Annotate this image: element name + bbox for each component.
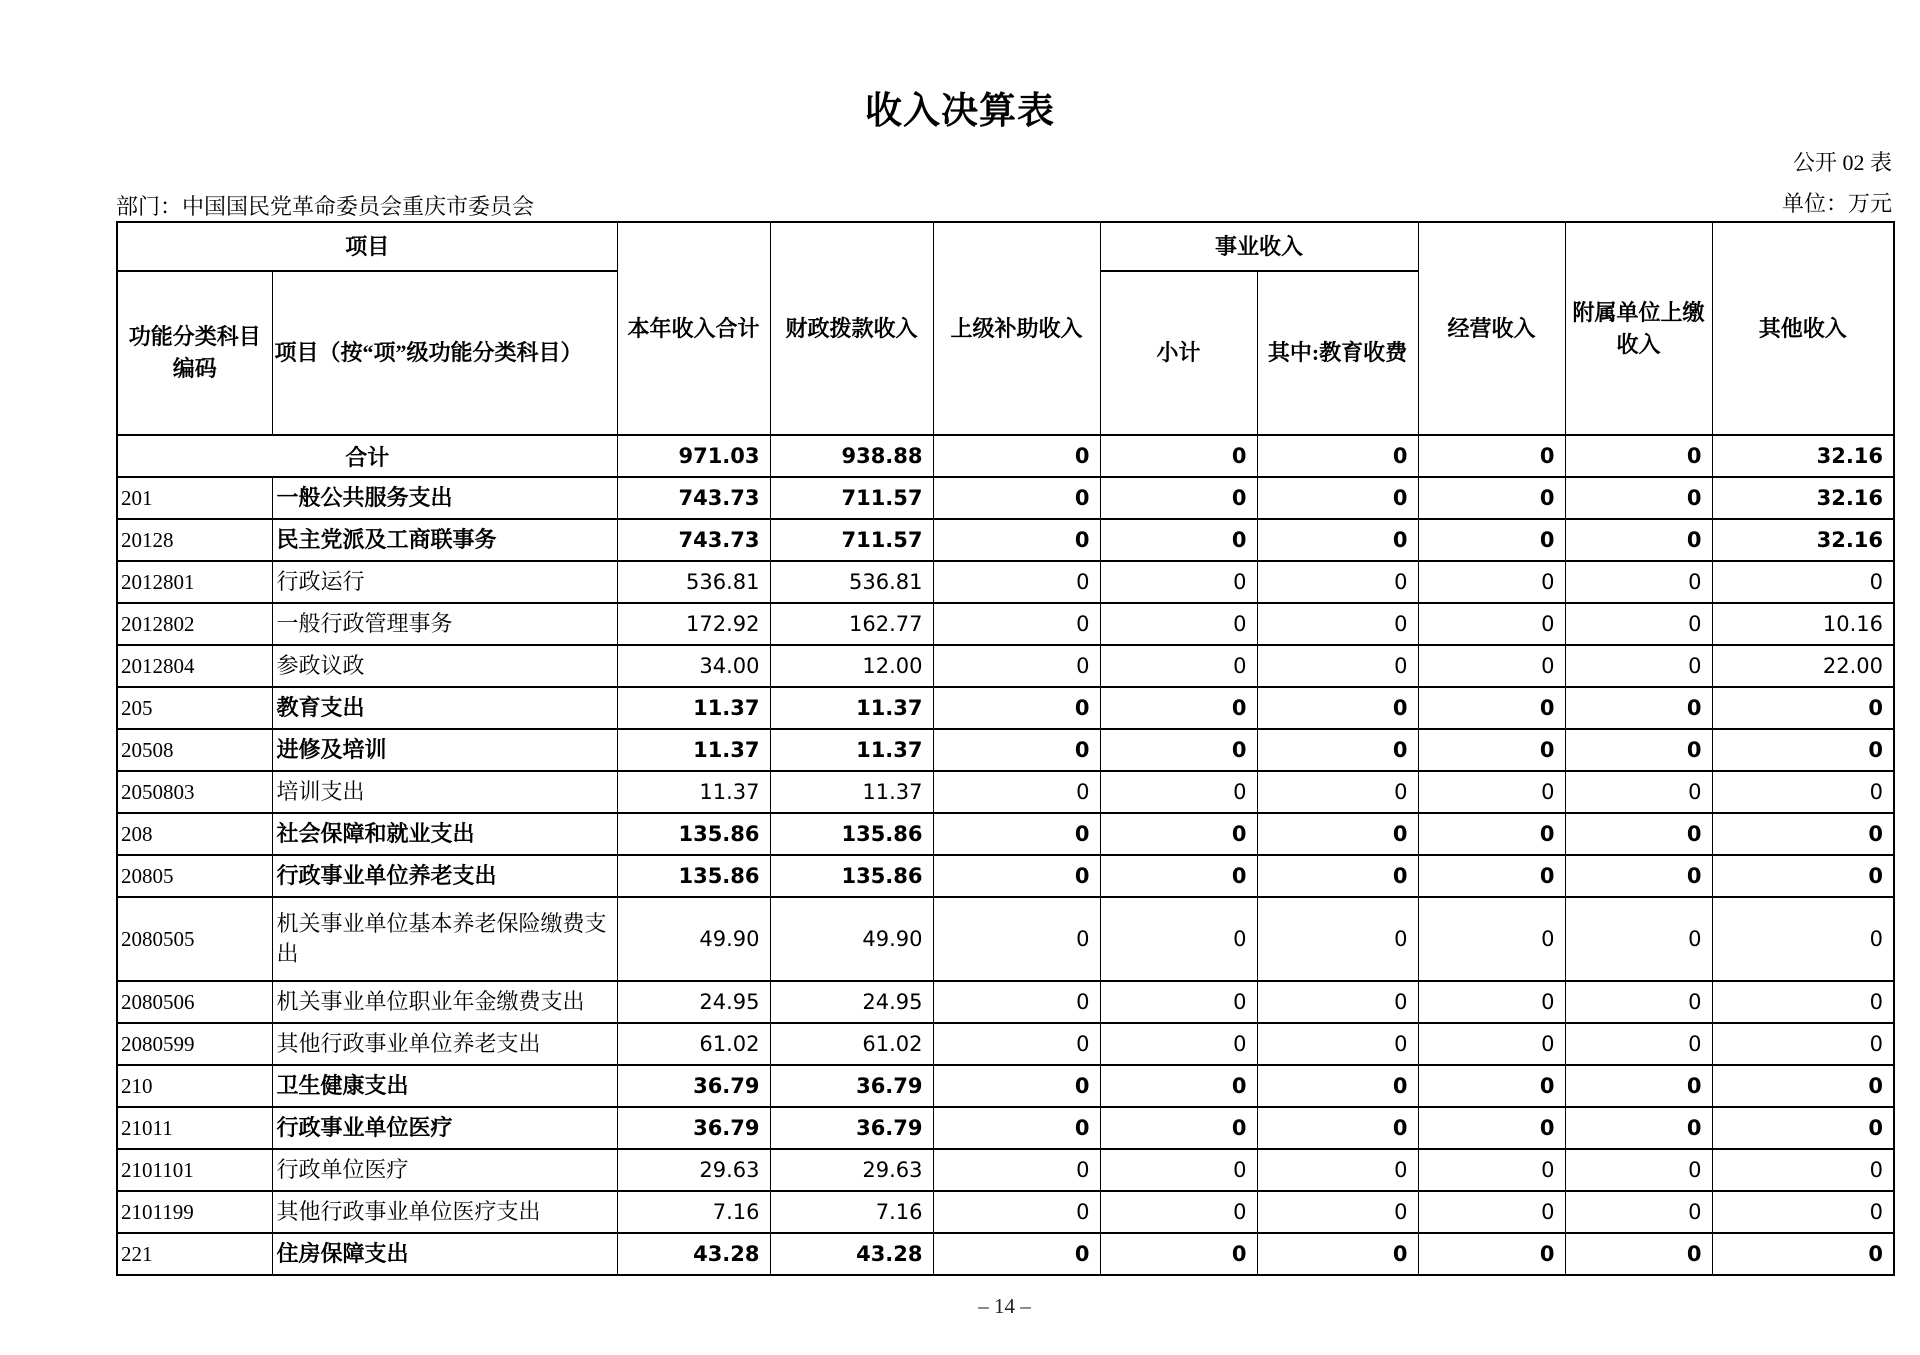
cell-value: 24.95: [617, 981, 770, 1023]
cell-value: 0: [1712, 561, 1894, 603]
cell-value: 135.86: [617, 813, 770, 855]
cell-item-name: 其他行政事业单位养老支出: [272, 1023, 617, 1065]
cell-value: 32.16: [1712, 519, 1894, 561]
cell-item-name: 行政事业单位养老支出: [272, 855, 617, 897]
cell-value: 0: [1565, 687, 1712, 729]
cell-item-name: 机关事业单位基本养老保险缴费支出: [272, 897, 617, 981]
cell-value: 11.37: [770, 729, 933, 771]
table-row: [117, 1233, 1894, 1275]
cell-value: 0: [1100, 1191, 1257, 1233]
cell-value: 0: [1257, 645, 1418, 687]
cell-value: 36.79: [617, 1065, 770, 1107]
cell-value: 0: [1100, 687, 1257, 729]
cell-item-name: 其他行政事业单位医疗支出: [272, 1191, 617, 1233]
cell-value: 743.73: [617, 519, 770, 561]
table-row: [117, 855, 1894, 897]
cell-value: 0: [1418, 1149, 1565, 1191]
cell-value: 0: [1100, 435, 1257, 477]
cell-value: 24.95: [770, 981, 933, 1023]
cell-item-name: 机关事业单位职业年金缴费支出: [272, 981, 617, 1023]
cell-value: 0: [933, 519, 1100, 561]
header-total-income: 本年收入合计: [617, 222, 770, 435]
cell-item-name: 卫生健康支出: [272, 1065, 617, 1107]
cell-value: 11.37: [770, 771, 933, 813]
cell-value: 0: [1418, 435, 1565, 477]
cell-value: 10.16: [1712, 603, 1894, 645]
table-row: [117, 1191, 1894, 1233]
cell-function-code: 21011: [117, 1107, 272, 1149]
cell-value: 0: [1418, 813, 1565, 855]
cell-value: 0: [1100, 981, 1257, 1023]
header-operating-income: 经营收入: [1418, 222, 1565, 435]
cell-function-code: 2080599: [117, 1023, 272, 1065]
cell-value: 0: [1712, 981, 1894, 1023]
cell-function-code: 2101101: [117, 1149, 272, 1191]
cell-value: 34.00: [617, 645, 770, 687]
cell-value: 0: [1257, 1023, 1418, 1065]
header-education-fee: 其中:教育收费: [1257, 271, 1418, 435]
header-project-group: 项目: [117, 222, 617, 271]
cell-value: 0: [1565, 1191, 1712, 1233]
cell-value: 0: [1712, 855, 1894, 897]
cell-value: 172.92: [617, 603, 770, 645]
cell-value: 0: [1257, 1149, 1418, 1191]
cell-value: 938.88: [770, 435, 933, 477]
cell-value: 0: [1100, 1023, 1257, 1065]
cell-item-name: 住房保障支出: [272, 1233, 617, 1275]
cell-value: 0: [1257, 1191, 1418, 1233]
cell-value: 0: [1565, 729, 1712, 771]
table-row: [117, 687, 1894, 729]
cell-item-name: 行政单位医疗: [272, 1149, 617, 1191]
table-header: [117, 222, 1894, 435]
cell-value: 0: [1712, 729, 1894, 771]
table-row: [117, 603, 1894, 645]
cell-item-name: 民主党派及工商联事务: [272, 519, 617, 561]
cell-value: 0: [933, 813, 1100, 855]
cell-value: 11.37: [617, 729, 770, 771]
cell-value: 0: [1257, 519, 1418, 561]
cell-value: 0: [1257, 477, 1418, 519]
cell-value: 29.63: [617, 1149, 770, 1191]
table-row: [117, 729, 1894, 771]
table-row: [117, 897, 1894, 981]
cell-value: 0: [933, 1233, 1100, 1275]
cell-value: 0: [1418, 561, 1565, 603]
cell-value: 0: [1565, 645, 1712, 687]
cell-value: 0: [1100, 519, 1257, 561]
cell-value: 0: [1257, 771, 1418, 813]
income-final-accounts-table: [116, 221, 1895, 1276]
cell-function-code: 2012802: [117, 603, 272, 645]
cell-function-code: 2101199: [117, 1191, 272, 1233]
cell-function-code: 210: [117, 1065, 272, 1107]
cell-function-code: 2050803: [117, 771, 272, 813]
cell-value: 0: [1100, 1065, 1257, 1107]
cell-value: 36.79: [617, 1107, 770, 1149]
cell-value: 49.90: [770, 897, 933, 981]
cell-value: 162.77: [770, 603, 933, 645]
cell-value: 0: [1565, 1149, 1712, 1191]
cell-item-name: 一般公共服务支出: [272, 477, 617, 519]
cell-value: 61.02: [770, 1023, 933, 1065]
cell-value: 0: [1100, 645, 1257, 687]
cell-value: 0: [1257, 603, 1418, 645]
table-row-total: [117, 435, 1894, 477]
cell-function-code: 2080506: [117, 981, 272, 1023]
cell-value: 0: [1257, 813, 1418, 855]
cell-value: 536.81: [770, 561, 933, 603]
table-row: [117, 519, 1894, 561]
page-title: 收入决算表: [865, 91, 1055, 132]
cell-value: 135.86: [770, 813, 933, 855]
cell-value: 0: [1100, 729, 1257, 771]
cell-item-name: 参政议政: [272, 645, 617, 687]
cell-value: 0: [1100, 477, 1257, 519]
cell-item-name: 社会保障和就业支出: [272, 813, 617, 855]
cell-value: 0: [1565, 519, 1712, 561]
cell-value: 0: [1565, 603, 1712, 645]
cell-value: 11.37: [617, 771, 770, 813]
cell-value: 0: [1712, 687, 1894, 729]
cell-value: 32.16: [1712, 477, 1894, 519]
cell-value: 0: [1565, 435, 1712, 477]
table-row: [117, 1107, 1894, 1149]
cell-value: 0: [1257, 687, 1418, 729]
cell-value: 0: [1712, 1023, 1894, 1065]
cell-value: 0: [933, 855, 1100, 897]
cell-value: 0: [1565, 561, 1712, 603]
cell-value: 0: [933, 771, 1100, 813]
department-label: 部门：中国国民党革命委员会重庆市委员会: [116, 194, 535, 219]
cell-function-code: 201: [117, 477, 272, 519]
cell-value: 0: [1418, 603, 1565, 645]
cell-value: 61.02: [617, 1023, 770, 1065]
cell-item-name: 培训支出: [272, 771, 617, 813]
table-row: [117, 981, 1894, 1023]
cell-value: 7.16: [617, 1191, 770, 1233]
cell-value: 0: [1712, 1107, 1894, 1149]
cell-value: 0: [1565, 813, 1712, 855]
cell-function-code: 20508: [117, 729, 272, 771]
cell-value: 0: [1100, 603, 1257, 645]
header-superior-subsidy-income: 上级补助收入: [933, 222, 1100, 435]
cell-value: 0: [1257, 1233, 1418, 1275]
cell-item-name: 行政事业单位医疗: [272, 1107, 617, 1149]
cell-value: 536.81: [617, 561, 770, 603]
cell-value: 0: [1712, 1065, 1894, 1107]
cell-function-code: 2012801: [117, 561, 272, 603]
cell-value: 0: [933, 1023, 1100, 1065]
cell-value: 0: [1565, 477, 1712, 519]
cell-value: 0: [933, 687, 1100, 729]
cell-value: 0: [1418, 1107, 1565, 1149]
cell-function-code: 205: [117, 687, 272, 729]
cell-value: 0: [1418, 477, 1565, 519]
cell-item-name: 教育支出: [272, 687, 617, 729]
cell-value: 0: [1565, 981, 1712, 1023]
cell-value: 0: [1257, 897, 1418, 981]
cell-value: 0: [933, 1065, 1100, 1107]
cell-value: 0: [1712, 1149, 1894, 1191]
cell-value: 29.63: [770, 1149, 933, 1191]
cell-value: 0: [933, 1191, 1100, 1233]
header-item-name: 项目（按“项”级功能分类科目）: [272, 271, 617, 435]
cell-value: 711.57: [770, 519, 933, 561]
cell-function-code: 20805: [117, 855, 272, 897]
header-function-code: 功能分类科目编码: [117, 271, 272, 435]
header-affiliated-unit-income: 附属单位上缴收入: [1565, 222, 1712, 435]
cell-value: 0: [1100, 1107, 1257, 1149]
cell-value: 0: [1712, 771, 1894, 813]
cell-value: 0: [1100, 1233, 1257, 1275]
page-number: – 14 –: [978, 1294, 1031, 1318]
cell-value: 43.28: [617, 1233, 770, 1275]
cell-value: 711.57: [770, 477, 933, 519]
cell-value: 0: [1418, 1065, 1565, 1107]
cell-value: 0: [933, 897, 1100, 981]
cell-value: 0: [1100, 1149, 1257, 1191]
cell-value: 0: [1565, 771, 1712, 813]
table-row: [117, 561, 1894, 603]
cell-value: 0: [1565, 1065, 1712, 1107]
cell-value: 0: [1565, 1023, 1712, 1065]
unit-label: 单位：万元: [1781, 191, 1892, 216]
cell-value: 135.86: [770, 855, 933, 897]
table-body: [117, 435, 1894, 1275]
cell-value: 0: [1712, 813, 1894, 855]
cell-item-name: 进修及培训: [272, 729, 617, 771]
cell-value: 0: [1100, 897, 1257, 981]
header-subtotal: 小计: [1100, 271, 1257, 435]
cell-value: 0: [933, 603, 1100, 645]
cell-value: 0: [933, 1107, 1100, 1149]
cell-value: 743.73: [617, 477, 770, 519]
cell-value: 0: [1418, 687, 1565, 729]
cell-function-code: 2012804: [117, 645, 272, 687]
cell-value: 0: [1565, 897, 1712, 981]
cell-value: 12.00: [770, 645, 933, 687]
cell-value: 0: [1712, 1233, 1894, 1275]
header-other-income: 其他收入: [1712, 222, 1894, 435]
cell-value: 43.28: [770, 1233, 933, 1275]
header-business-income-group: 事业收入: [1100, 222, 1418, 271]
cell-value: 0: [933, 561, 1100, 603]
cell-function-code: 221: [117, 1233, 272, 1275]
cell-value: 135.86: [617, 855, 770, 897]
cell-value: 11.37: [770, 687, 933, 729]
cell-value: 0: [1418, 519, 1565, 561]
cell-value: 0: [1257, 561, 1418, 603]
cell-value: 0: [933, 729, 1100, 771]
cell-value: 0: [933, 645, 1100, 687]
header-fiscal-appropriation-income: 财政拨款收入: [770, 222, 933, 435]
cell-value: 0: [1257, 729, 1418, 771]
cell-total-label: 合计: [117, 435, 617, 477]
cell-function-code: 2080505: [117, 897, 272, 981]
table-row: [117, 477, 1894, 519]
cell-function-code: 20128: [117, 519, 272, 561]
cell-value: 0: [1257, 981, 1418, 1023]
cell-value: 0: [1565, 1233, 1712, 1275]
cell-function-code: 208: [117, 813, 272, 855]
header-row-groups: [117, 222, 1894, 271]
cell-value: 0: [1712, 1191, 1894, 1233]
cell-value: 0: [933, 1149, 1100, 1191]
cell-value: 0: [1257, 1065, 1418, 1107]
cell-item-name: 行政运行: [272, 561, 617, 603]
cell-value: 0: [1100, 561, 1257, 603]
cell-value: 0: [933, 435, 1100, 477]
cell-value: 0: [1565, 855, 1712, 897]
table-row: [117, 1023, 1894, 1065]
cell-value: 0: [1565, 1107, 1712, 1149]
cell-value: 0: [1418, 1191, 1565, 1233]
cell-value: 32.16: [1712, 435, 1894, 477]
table-row: [117, 1065, 1894, 1107]
cell-value: 49.90: [617, 897, 770, 981]
cell-value: 0: [933, 981, 1100, 1023]
table-row: [117, 1149, 1894, 1191]
cell-value: 7.16: [770, 1191, 933, 1233]
cell-value: 0: [1418, 897, 1565, 981]
cell-value: 0: [1418, 1023, 1565, 1065]
table-row: [117, 771, 1894, 813]
cell-value: 0: [1418, 729, 1565, 771]
cell-value: 0: [933, 477, 1100, 519]
cell-value: 0: [1257, 855, 1418, 897]
cell-value: 0: [1418, 981, 1565, 1023]
cell-value: 11.37: [617, 687, 770, 729]
table-row: [117, 813, 1894, 855]
table-row: [117, 645, 1894, 687]
cell-value: 0: [1257, 1107, 1418, 1149]
cell-value: 0: [1418, 645, 1565, 687]
cell-value: 22.00: [1712, 645, 1894, 687]
cell-value: 0: [1418, 771, 1565, 813]
cell-value: 0: [1418, 1233, 1565, 1275]
cell-value: 0: [1712, 897, 1894, 981]
cell-value: 0: [1100, 771, 1257, 813]
cell-value: 0: [1100, 855, 1257, 897]
cell-value: 36.79: [770, 1065, 933, 1107]
cell-value: 36.79: [770, 1107, 933, 1149]
cell-value: 0: [1100, 813, 1257, 855]
table-number-label: 公开 02 表: [1792, 150, 1892, 175]
cell-value: 971.03: [617, 435, 770, 477]
cell-value: 0: [1418, 855, 1565, 897]
cell-value: 0: [1257, 435, 1418, 477]
cell-item-name: 一般行政管理事务: [272, 603, 617, 645]
